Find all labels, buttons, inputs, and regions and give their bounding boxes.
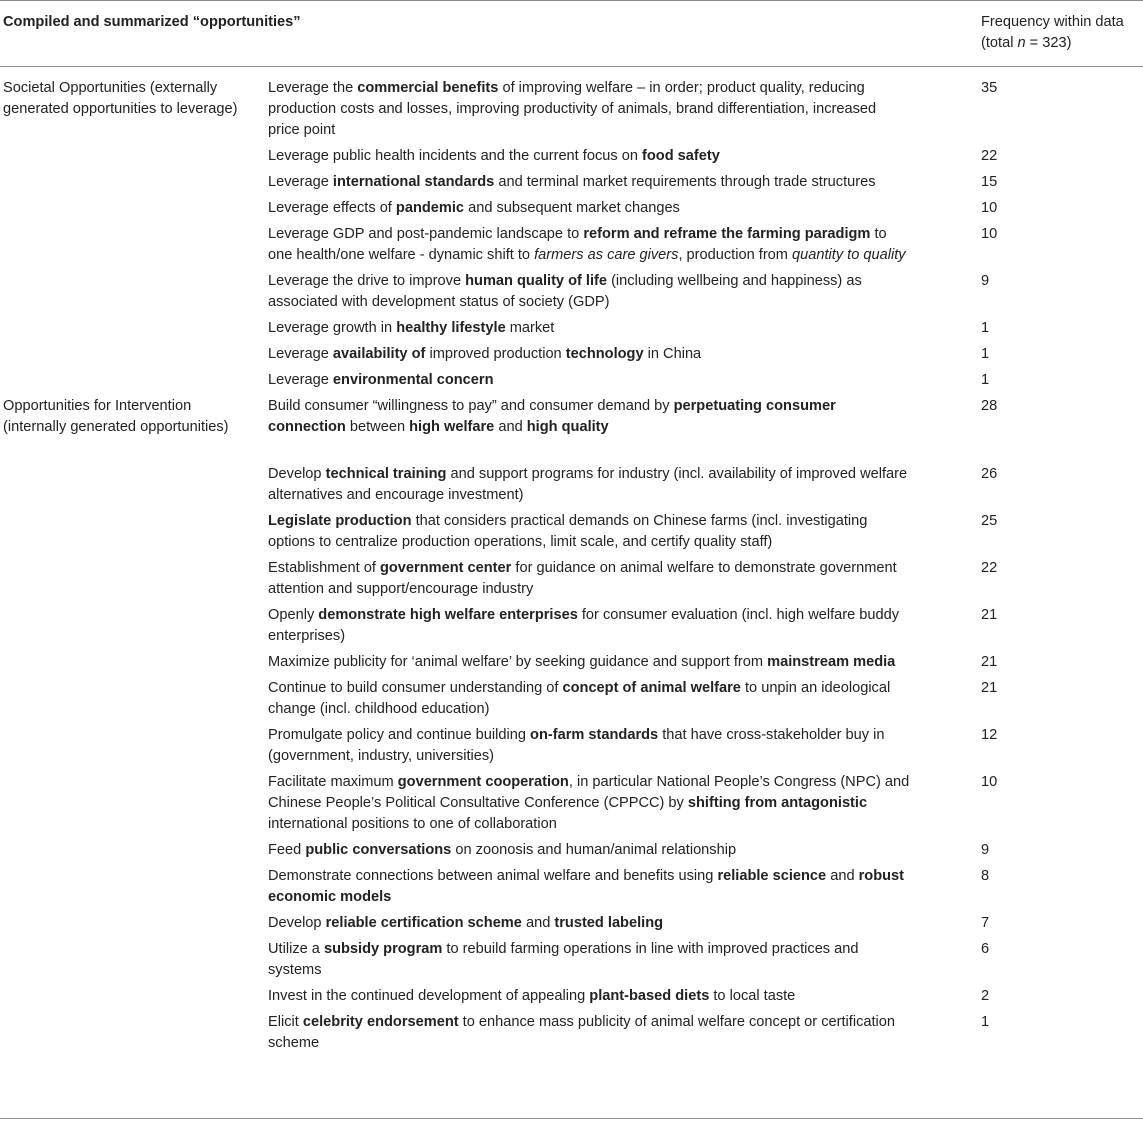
table-row xyxy=(268,78,1143,146)
opportunity-text: Leverage public health incidents and the current focus on food safety xyxy=(268,148,720,164)
opportunity-text: Leverage the drive to improve human quality of life (including wellbeing and happiness) as associated with development status of society (GDP) xyxy=(268,273,862,310)
header-opportunities: Compiled and summarized “opportunities” xyxy=(3,14,301,30)
table-row xyxy=(268,511,1143,558)
opportunity-text: Legislate production that considers practical demands on Chinese farms (incl. investigating options to centralize production operations, limit scale, and certify quality staff) xyxy=(268,513,868,550)
opportunity-text: Invest in the continued development of appealing plant-based diets to local taste xyxy=(268,988,796,1004)
frequency-value: 21 xyxy=(981,607,998,623)
frequency-value: 8 xyxy=(981,868,990,884)
opportunity-text: Leverage growth in healthy lifestyle market xyxy=(268,320,555,336)
table-row xyxy=(268,939,1143,986)
opportunity-text: Elicit celebrity endorsement to enhance mass publicity of animal welfare concept or certification scheme xyxy=(268,1014,896,1051)
opportunity-text: Leverage international standards and terminal market requirements through trade structures xyxy=(268,174,876,190)
table-row xyxy=(268,772,1143,840)
opportunity-text: Leverage effects of pandemic and subsequent market changes xyxy=(268,200,680,216)
frequency-value: 28 xyxy=(981,398,998,414)
frequency-value: 6 xyxy=(981,941,990,957)
frequency-value: 22 xyxy=(981,148,998,164)
table-row xyxy=(268,396,1143,464)
table-row xyxy=(268,605,1143,652)
opportunity-text: Openly demonstrate high welfare enterprises for consumer evaluation (incl. high welfare buddy enterprises) xyxy=(268,607,900,644)
frequency-value: 10 xyxy=(981,200,998,216)
frequency-value: 10 xyxy=(981,774,998,790)
opportunity-text: Establishment of government center for guidance on animal welfare to demonstrate government attention and support/encourage industry xyxy=(268,560,897,597)
frequency-value: 1 xyxy=(981,372,990,388)
opportunity-text: Maximize publicity for ‘animal welfare’ by seeking guidance and support from mainstream media xyxy=(268,654,896,670)
opportunity-text: Develop reliable certification scheme and trusted labeling xyxy=(268,915,664,931)
frequency-value: 15 xyxy=(981,174,998,190)
frequency-value: 35 xyxy=(981,80,998,96)
table-row xyxy=(268,224,1143,271)
bottom-rule xyxy=(0,1118,1143,1119)
table-row xyxy=(268,725,1143,772)
table-row xyxy=(268,678,1143,725)
section-intervention xyxy=(0,396,1143,1059)
table-row xyxy=(268,198,1143,224)
frequency-value: 7 xyxy=(981,915,990,931)
table-row xyxy=(268,344,1143,370)
table-row xyxy=(268,172,1143,198)
frequency-value: 9 xyxy=(981,842,990,858)
table-row xyxy=(268,318,1143,344)
frequency-value: 25 xyxy=(981,513,998,529)
table-row xyxy=(268,464,1143,511)
top-rule xyxy=(0,0,1143,1)
frequency-value: 22 xyxy=(981,560,998,576)
frequency-value: 21 xyxy=(981,680,998,696)
header-frequency-line2: (total n = 323) xyxy=(981,35,1072,51)
opportunity-text: Continue to build consumer understanding of concept of animal welfare to unpin an ideological change (incl. childhood education) xyxy=(268,680,891,717)
table-row xyxy=(268,1012,1143,1059)
table-row xyxy=(268,146,1143,172)
table-row xyxy=(268,913,1143,939)
table-body xyxy=(0,78,1143,1059)
frequency-value: 9 xyxy=(981,273,990,289)
section-rows xyxy=(268,78,1143,396)
section-societal xyxy=(0,78,1143,396)
opportunity-text: Develop technical training and support programs for industry (incl. availability of improved welfare alternatives and encourage investment) xyxy=(268,466,908,503)
table-row xyxy=(268,840,1143,866)
header-rule xyxy=(0,66,1143,67)
opportunity-text: Leverage GDP and post-pandemic landscape to reform and reframe the farming paradigm to one health/one welfare - dynamic shift to farmers as care givers, production from quantity to quality xyxy=(268,226,906,263)
frequency-value: 21 xyxy=(981,654,998,670)
header-frequency-line1: Frequency within data xyxy=(981,14,1124,30)
opportunity-text: Leverage environmental concern xyxy=(268,372,494,388)
frequency-value: 12 xyxy=(981,727,998,743)
table-row xyxy=(268,652,1143,678)
frequency-value: 1 xyxy=(981,320,990,336)
opportunity-text: Leverage the commercial benefits of improving welfare – in order; product quality, reducing production costs and losses, improving productivity of animals, brand differentiation, increased price point xyxy=(268,80,877,138)
table-row xyxy=(268,866,1143,913)
frequency-value: 26 xyxy=(981,466,998,482)
table-row xyxy=(268,986,1143,1012)
opportunity-text: Feed public conversations on zoonosis and human/animal relationship xyxy=(268,842,737,858)
table-row xyxy=(268,370,1143,396)
opportunity-text: Leverage availability of improved production technology in China xyxy=(268,346,702,362)
table-row xyxy=(268,271,1143,318)
opportunity-text: Demonstrate connections between animal welfare and benefits using reliable science and robust economic models xyxy=(268,868,905,905)
opportunity-text: Utilize a subsidy program to rebuild farming operations in line with improved practices and systems xyxy=(268,941,859,978)
frequency-value: 1 xyxy=(981,346,990,362)
opportunity-text: Build consumer “willingness to pay” and consumer demand by perpetuating consumer connection between high welfare and high quality xyxy=(268,398,836,435)
section-rows xyxy=(268,396,1143,1059)
section-label: Opportunities for Intervention (internally generated opportunities) xyxy=(3,398,229,435)
frequency-value: 10 xyxy=(981,226,998,242)
section-label: Societal Opportunities (externally generated opportunities to leverage) xyxy=(3,80,238,117)
header-frequency xyxy=(981,12,1141,54)
frequency-value: 1 xyxy=(981,1014,990,1030)
table-row xyxy=(268,558,1143,605)
opportunity-text: Facilitate maximum government cooperation, in particular National People’s Congress (NPC) and Chinese People’s Political Consultative Conference (CPPCC) by shifting from antagonistic international positions to one of collaboration xyxy=(268,774,910,832)
opportunity-text: Promulgate policy and continue building on-farm standards that have cross-stakeholder buy in (government, industry, universities) xyxy=(268,727,885,764)
frequency-value: 2 xyxy=(981,988,990,1004)
